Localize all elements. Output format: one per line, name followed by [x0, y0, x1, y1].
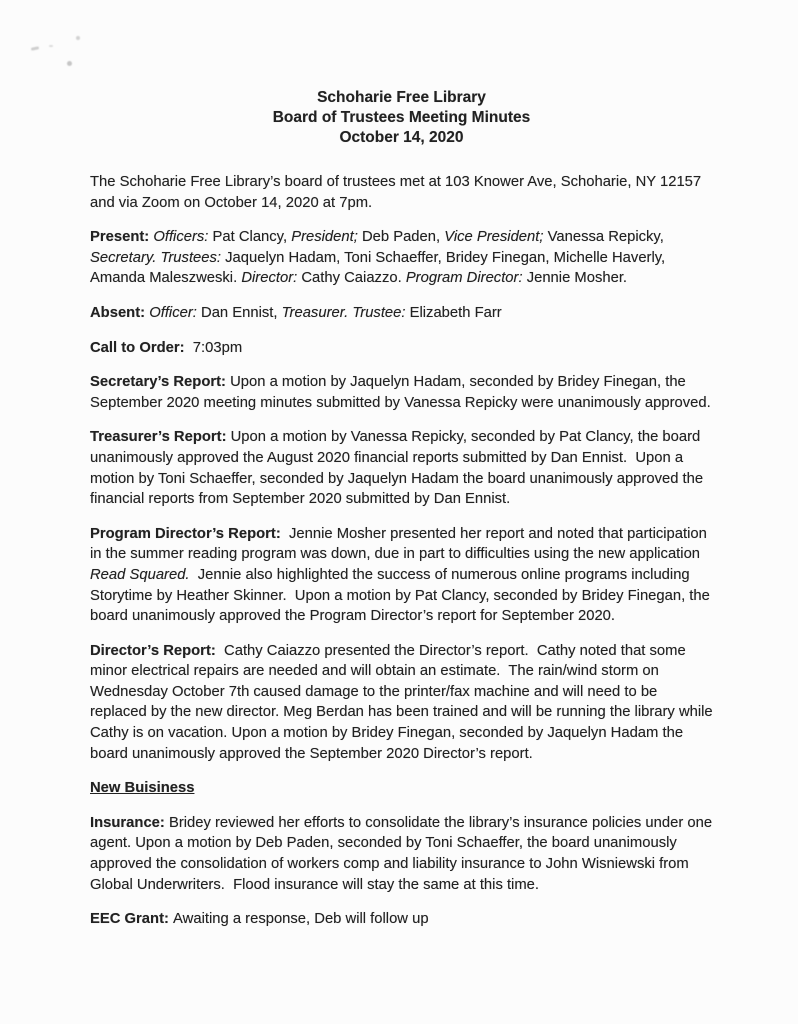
title-line-meeting-type: Board of Trustees Meeting Minutes — [272, 109, 531, 126]
scan-artifact — [67, 61, 72, 66]
scan-artifact — [49, 45, 53, 47]
heading-new-business: New Buisiness — [90, 780, 195, 797]
section-absent: Absent: Officer: Dan Ennist, Treasurer. Trustee: Elizabeth Farr — [90, 304, 502, 321]
scan-artifact — [76, 36, 80, 40]
paragraph-meeting-intro: The Schoharie Free Library’s board of trustees met at 103 Knower Ave, Schoharie, NY 12157 and via Zoom on October 14, 2020 at 7pm. — [90, 174, 706, 211]
section-program-directors-report: Program Director’s Report: Jennie Mosher presented her report and noted that participation in the summer reading program was down, due in part to difficulties using the new application Read Squared. Jennie also highlighted the success of numerous online programs including Storytime by Heather Skinner. Upon a motion by Pat Clancy, seconded by Bridey Finegan, the board unanimously approved the Program Director’s report for September 2020. — [90, 525, 715, 625]
section-eec-grant: EEC Grant: Awaiting a response, Deb will follow up — [90, 911, 429, 928]
title-line-meeting-date: October 14, 2020 — [339, 129, 464, 146]
scan-artifact — [31, 46, 39, 51]
section-treasurers-report: Treasurer’s Report: Upon a motion by Vanessa Repicky, seconded by Pat Clancy, the board unanimously approved the August 2020 financial reports submitted by Dan Ennist. Upon a motion by Toni Schaeffer, seconded by Jaquelyn Hadam the board unanimously approved the financial reports from September 2020 submitted by Dan Ennist. — [90, 429, 708, 508]
section-present: Present: Officers: Pat Clancy, President; Deb Paden, Vice President; Vanessa Repicky, Secretary. Trustees: Jaquelyn Hadam, Toni Schaeffer, Bridey Finegan, Michelle Haverly, Amanda Maleszweski. Director: Cathy Caiazzo. Program Director: Jennie Mosher. — [90, 229, 669, 287]
section-call-to-order: Call to Order: 7:03pm — [90, 339, 243, 356]
document-title — [90, 88, 713, 148]
section-insurance: Insurance: Bridey reviewed her efforts to consolidate the library’s insurance policies under one agent. Upon a motion by Deb Paden, seconded by Toni Schaeffer, the board unanimously approved the consolidation of workers comp and liability insurance to John Wisniewski from Global Underwriters. Flood insurance will stay the same at this time. — [90, 814, 717, 893]
section-directors-report: Director’s Report: Cathy Caiazzo presented the Director’s report. Cathy noted that some minor electrical repairs are needed and will obtain an estimate. The rain/wind storm on Wednesday October 7th caused damage to the printer/fax machine and will need to be replaced by the new director. Meg Berdan has been trained and will be running the library while Cathy is on vacation. Upon a motion by Bridey Finegan, seconded by Jaquelyn Hadam the board unanimously approved the September 2020 Director’s report. — [90, 642, 717, 762]
title-line-library-name: Schoharie Free Library — [317, 89, 486, 106]
section-secretarys-report: Secretary’s Report: Upon a motion by Jaquelyn Hadam, seconded by Bridey Finegan, the September 2020 meeting minutes submitted by Vanessa Repicky were unanimously approved. — [90, 374, 711, 411]
